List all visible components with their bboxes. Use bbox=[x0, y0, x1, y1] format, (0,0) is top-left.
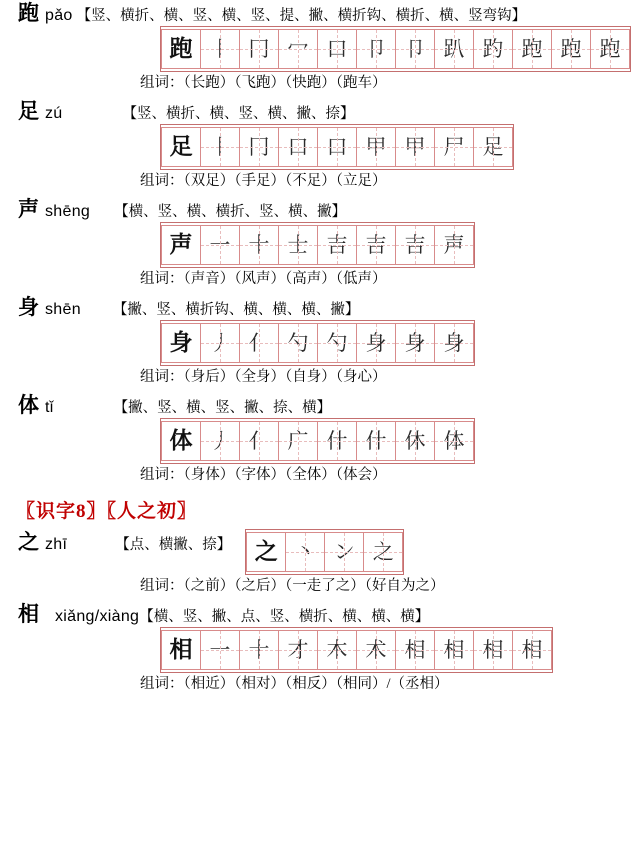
stroke-grid-wrapper bbox=[0, 124, 640, 170]
word-examples-row bbox=[0, 366, 640, 388]
grid-cell: 士 bbox=[279, 226, 318, 265]
grid-cell: 丿 bbox=[201, 324, 240, 363]
pinyin-label: shēng bbox=[45, 203, 91, 220]
table-row bbox=[162, 226, 474, 265]
character-entry-zhi bbox=[0, 529, 640, 597]
stroke-grid-wrapper bbox=[0, 627, 640, 673]
word-examples-text: （长跑）（飞跑）（快跑）（跑车） bbox=[183, 75, 387, 91]
grid-cell: 尸 bbox=[435, 128, 474, 167]
entry-header bbox=[0, 392, 640, 418]
word-examples-label: 组词： bbox=[140, 271, 184, 287]
grid-cell: 趴 bbox=[435, 30, 474, 69]
stroke-grid bbox=[161, 323, 474, 363]
word-examples-row bbox=[0, 268, 640, 290]
character-entry-sheng bbox=[0, 196, 640, 290]
headword-character: 之 bbox=[18, 530, 39, 554]
table-row bbox=[162, 128, 513, 167]
character-entry-ti bbox=[0, 392, 640, 486]
word-examples-label: 组词： bbox=[140, 173, 184, 189]
table-row bbox=[247, 533, 403, 572]
word-examples-label: 组词： bbox=[140, 676, 184, 692]
grid-cell: 什 bbox=[318, 422, 357, 461]
grid-cell: 甲 bbox=[357, 128, 396, 167]
section-title: 〖识字8〗〖人之初〗 bbox=[16, 501, 198, 522]
grid-cell: 跑 bbox=[162, 30, 201, 69]
grid-cell: 亻 bbox=[240, 422, 279, 461]
stroke-grid bbox=[161, 630, 552, 670]
stroke-grid-wrapper bbox=[0, 418, 640, 464]
grid-cell: 冂 bbox=[240, 30, 279, 69]
entry-header bbox=[0, 601, 640, 627]
grid-cell: 冂 bbox=[240, 128, 279, 167]
stroke-grid-border bbox=[160, 320, 475, 366]
grid-cell: 体 bbox=[435, 422, 474, 461]
stroke-grid bbox=[161, 225, 474, 265]
grid-cell: 相 bbox=[396, 631, 435, 670]
grid-cell: 才 bbox=[279, 631, 318, 670]
grid-cell: 十 bbox=[240, 226, 279, 265]
stroke-grid-border bbox=[245, 529, 404, 575]
stroke-grid-border bbox=[160, 627, 553, 673]
grid-cell: 丨 bbox=[201, 30, 240, 69]
table-row bbox=[162, 422, 474, 461]
grid-cell: 之 bbox=[247, 533, 286, 572]
grid-cell: 广 bbox=[279, 422, 318, 461]
grid-cell: 身 bbox=[357, 324, 396, 363]
stroke-grid-border bbox=[160, 222, 475, 268]
stroke-grid-wrapper bbox=[0, 222, 640, 268]
grid-cell: 吉 bbox=[357, 226, 396, 265]
grid-cell: 口 bbox=[318, 30, 357, 69]
grid-cell: 吉 bbox=[396, 226, 435, 265]
pinyin-label: xiǎng/xiàng bbox=[55, 608, 140, 625]
headword-character: 体 bbox=[18, 393, 39, 417]
entry-header bbox=[0, 0, 640, 26]
word-examples-row bbox=[0, 673, 640, 695]
word-examples-row bbox=[0, 170, 640, 192]
grid-cell: 跑 bbox=[591, 30, 630, 69]
word-examples-label: 组词： bbox=[140, 578, 184, 594]
grid-cell: 木 bbox=[318, 631, 357, 670]
grid-cell: 丨 bbox=[201, 128, 240, 167]
word-examples-label: 组词： bbox=[140, 75, 184, 91]
grid-cell: 冖 bbox=[279, 30, 318, 69]
grid-cell: 跑 bbox=[513, 30, 552, 69]
grid-cell: 相 bbox=[435, 631, 474, 670]
grid-cell: 相 bbox=[513, 631, 552, 670]
entry-headword-group bbox=[0, 529, 231, 555]
word-examples-row bbox=[0, 72, 640, 94]
entry-header bbox=[0, 98, 640, 124]
grid-cell: 丿 bbox=[201, 422, 240, 461]
grid-cell: 勺 bbox=[318, 324, 357, 363]
grid-cell: 什 bbox=[357, 422, 396, 461]
stroke-grid bbox=[161, 127, 513, 167]
word-examples-text: （之前）（之后）（一走了之）（好自为之） bbox=[183, 578, 445, 594]
stroke-order-list: 【点、横撇、捺】 bbox=[115, 537, 232, 553]
stroke-grid-wrapper bbox=[245, 529, 404, 575]
stroke-grid-border bbox=[160, 124, 514, 170]
stroke-grid-border bbox=[160, 418, 475, 464]
grid-cell: 足 bbox=[162, 128, 201, 167]
grid-cell: 之 bbox=[364, 533, 403, 572]
word-examples-row bbox=[0, 464, 640, 486]
grid-cell: 相 bbox=[474, 631, 513, 670]
grid-cell: 身 bbox=[396, 324, 435, 363]
grid-cell: 卩 bbox=[357, 30, 396, 69]
word-examples-text: （身后）（全身）（自身）（身心） bbox=[183, 369, 387, 385]
word-examples-text: （声音）（风声）（高声）（低声） bbox=[183, 271, 387, 287]
stroke-order-list: 【撇、竖、横折钩、横、横、横、撇】 bbox=[112, 302, 360, 318]
entry-header bbox=[0, 294, 640, 320]
stroke-grid-border bbox=[160, 26, 631, 72]
entry-header bbox=[0, 529, 640, 575]
character-entry-shen bbox=[0, 294, 640, 388]
stroke-grid-wrapper bbox=[0, 26, 640, 72]
grid-cell: 甲 bbox=[396, 128, 435, 167]
headword-character: 相 bbox=[18, 602, 39, 626]
pinyin-label: zú bbox=[45, 105, 63, 122]
character-entry-zu bbox=[0, 98, 640, 192]
grid-cell: 身 bbox=[435, 324, 474, 363]
headword-character: 声 bbox=[18, 197, 39, 221]
pinyin-label: zhī bbox=[45, 536, 68, 553]
grid-cell: 趵 bbox=[474, 30, 513, 69]
grid-cell: 一 bbox=[201, 226, 240, 265]
grid-cell: 卩 bbox=[396, 30, 435, 69]
grid-cell: 术 bbox=[357, 631, 396, 670]
grid-cell: 勺 bbox=[279, 324, 318, 363]
stroke-grid bbox=[161, 421, 474, 461]
grid-cell: 休 bbox=[396, 422, 435, 461]
word-examples-row bbox=[0, 575, 640, 597]
grid-cell: 身 bbox=[162, 324, 201, 363]
word-examples-text: （双足）（手足）（不足）（立足） bbox=[183, 173, 387, 189]
character-entry-xiang bbox=[0, 601, 640, 695]
pinyin-label: shēn bbox=[45, 301, 81, 318]
grid-cell: 一 bbox=[201, 631, 240, 670]
stroke-order-list: 【撇、竖、横、竖、撇、捺、横】 bbox=[113, 400, 332, 416]
table-row bbox=[162, 631, 552, 670]
table-row bbox=[162, 324, 474, 363]
entry-header bbox=[0, 196, 640, 222]
stroke-grid bbox=[161, 29, 630, 69]
grid-cell: 足 bbox=[474, 128, 513, 167]
character-entry-pao bbox=[0, 0, 640, 94]
headword-character: 跑 bbox=[18, 1, 39, 25]
stroke-order-list: 【横、竖、横、横折、竖、横、撇】 bbox=[114, 204, 347, 220]
stroke-grid bbox=[246, 532, 403, 572]
pinyin-label: pǎo bbox=[45, 7, 73, 24]
pinyin-label: tǐ bbox=[45, 399, 54, 416]
grid-cell: 声 bbox=[162, 226, 201, 265]
grid-cell: 丶 bbox=[286, 533, 325, 572]
word-examples-label: 组词： bbox=[140, 467, 184, 483]
table-row bbox=[162, 30, 630, 69]
headword-character: 身 bbox=[18, 295, 39, 319]
grid-cell: 十 bbox=[240, 631, 279, 670]
stroke-grid-wrapper bbox=[0, 320, 640, 366]
stroke-order-list: 【横、竖、撇、点、竖、横折、横、横、横】 bbox=[139, 609, 430, 625]
stroke-order-list: 【竖、横折、横、竖、横、竖、提、撇、横折钩、横折、横、竖弯钩】 bbox=[76, 8, 527, 24]
grid-cell: 吉 bbox=[318, 226, 357, 265]
word-examples-text: （相近）（相对）（相反）（相同）/（丞相） bbox=[183, 676, 449, 692]
grid-cell: 口 bbox=[279, 128, 318, 167]
stroke-order-list: 【竖、横折、横、竖、横、撇、捺】 bbox=[122, 106, 355, 122]
word-examples-text: （身体）（字体）（全体）（体会） bbox=[183, 467, 387, 483]
grid-cell: 体 bbox=[162, 422, 201, 461]
headword-character: 足 bbox=[18, 99, 39, 123]
grid-cell: 声 bbox=[435, 226, 474, 265]
grid-cell: ン bbox=[325, 533, 364, 572]
grid-cell: 跑 bbox=[552, 30, 591, 69]
grid-cell: 口 bbox=[318, 128, 357, 167]
grid-cell: 相 bbox=[162, 631, 201, 670]
grid-cell: 亻 bbox=[240, 324, 279, 363]
word-examples-label: 组词： bbox=[140, 369, 184, 385]
